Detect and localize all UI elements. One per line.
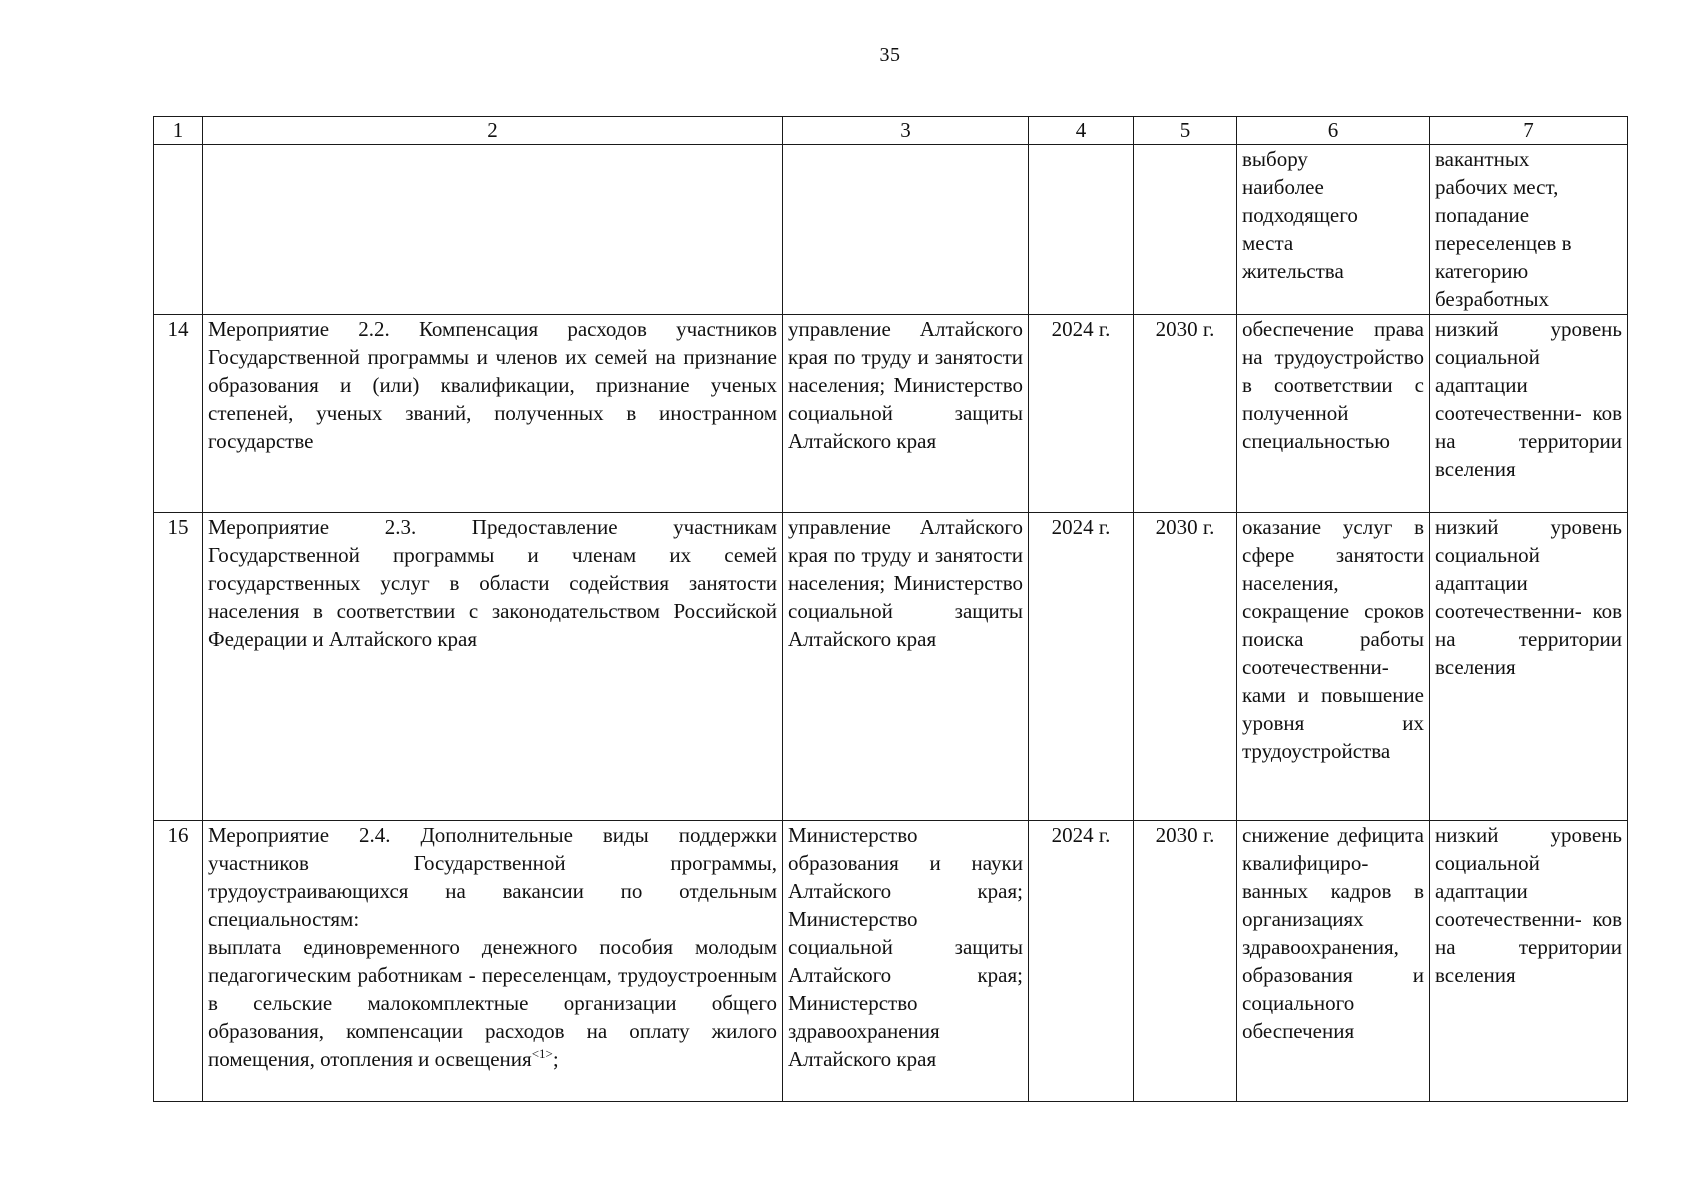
- continued-result-cell: выбору наиболее подходящего места жительства: [1237, 145, 1430, 315]
- column-number: 2: [203, 117, 783, 145]
- measure-cell: Мероприятие 2.2. Компенсация расходов участников Государственной программы и членов их семей на признание образования и (или) квалификации, признание ученых степеней, ученых званий, полученных в иностранном государстве: [203, 315, 783, 513]
- risk-cell: низкий уровень социальной адаптации соотечественни- ков на территории вселения: [1430, 315, 1628, 513]
- row-number: 16: [154, 821, 203, 1102]
- page-number: 35: [879, 44, 901, 66]
- column-number: 1: [154, 117, 203, 145]
- start-year-cell: 2024 г.: [1029, 513, 1134, 821]
- result-cell: снижение дефицита квалифициро- ванных кадров в организациях здравоохранения, образования и социального обеспечения: [1237, 821, 1430, 1102]
- column-number: 6: [1237, 117, 1430, 145]
- table-row: [154, 513, 1628, 821]
- column-number: 5: [1134, 117, 1237, 145]
- end-year-cell: 2030 г.: [1134, 513, 1237, 821]
- result-cell: оказание услуг в сфере занятости населения, сокращение сроков поиска работы соотечественни- ками и повышение уровня их трудоустройства: [1237, 513, 1430, 821]
- executor-cell: управление Алтайского края по труду и занятости населения; Министерство социальной защиты Алтайского края: [783, 315, 1029, 513]
- executor-cell: Министерство образования и науки Алтайского края; Министерство социальной защиты Алтайского края; Министерство здравоохранения Алтайского края: [783, 821, 1029, 1102]
- row-number: 15: [154, 513, 203, 821]
- column-number: 7: [1430, 117, 1628, 145]
- column-number: 4: [1029, 117, 1134, 145]
- result-cell: обеспечение права на трудоустройство в соответствии с полученной специальностью: [1237, 315, 1430, 513]
- column-number: 3: [783, 117, 1029, 145]
- continued-risk-cell: вакантных рабочих мест, попадание переселенцев в категорию безработных: [1430, 145, 1628, 315]
- row-number: 14: [154, 315, 203, 513]
- risk-cell: низкий уровень социальной адаптации соотечественни- ков на территории вселения: [1430, 821, 1628, 1102]
- column-number-row: [154, 117, 1628, 145]
- end-year-cell: 2030 г.: [1134, 821, 1237, 1102]
- measure-details: выплата единовременного денежного пособия молодым педагогическим работникам - переселенцам, трудоустроенным в сельские малокомплектные организации общего образования, компенсации расходов на оплату жилого помещения, отопления и освещения: [208, 935, 777, 1071]
- start-year-cell: 2024 г.: [1029, 821, 1134, 1102]
- measure-intro: Мероприятие 2.4. Дополнительные виды поддержки участников Государственной программы, трудоустраивающихся на вакансии по отдельным специальностям:: [208, 823, 777, 931]
- executor-cell: управление Алтайского края по труду и занятости населения; Министерство социальной защиты Алтайского края: [783, 513, 1029, 821]
- footnote-mark: <1>: [531, 1046, 553, 1061]
- start-year-cell: 2024 г.: [1029, 315, 1134, 513]
- risk-cell: низкий уровень социальной адаптации соотечественни- ков на территории вселения: [1430, 513, 1628, 821]
- table-row: [154, 821, 1628, 1102]
- measure-cell: Мероприятие 2.3. Предоставление участникам Государственной программы и членам их семей государственных услуг в области содействия занятости населения в соответствии с законодательством Российской Федерации и Алтайского края: [203, 513, 783, 821]
- end-year-cell: 2030 г.: [1134, 315, 1237, 513]
- measure-cell: Мероприятие 2.4. Дополнительные виды поддержки участников Государственной программы, трудоустраивающихся на вакансии по отдельным специальностям: выплата единовременного денежного пособия молодым педагогическим работникам - переселенцам, трудоустроенным в сельские малокомплектные организации общего образования, компенсации расходов на оплату жилого помещения, отопления и освещения$^{<1>}$;: [203, 821, 783, 1102]
- continuation-row: [154, 145, 1628, 315]
- table-row: [154, 315, 1628, 513]
- measures-table: [153, 116, 1628, 1102]
